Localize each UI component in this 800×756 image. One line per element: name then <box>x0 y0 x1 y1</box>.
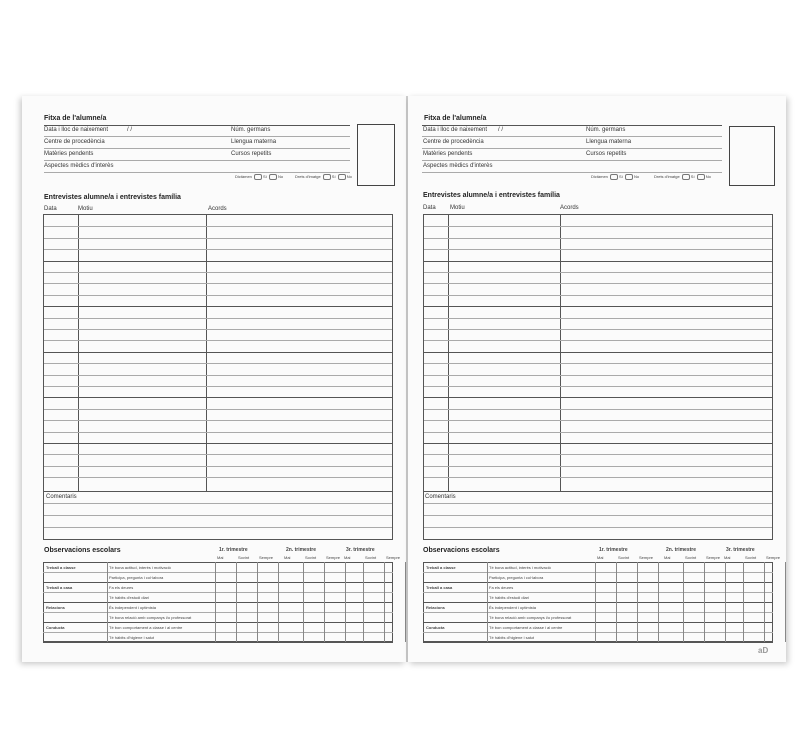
grid-row-line <box>44 272 392 273</box>
observations-table <box>423 547 781 651</box>
frequency-header: Mai <box>664 555 671 560</box>
no-label: No <box>633 174 640 180</box>
observation-column-line <box>683 562 684 642</box>
no-label: No <box>277 174 284 180</box>
field-line <box>422 172 722 173</box>
interviews-title: Entrevistes alumne/a i entrevistes família <box>423 192 560 199</box>
frequency-header: Sovint <box>305 555 317 560</box>
grid-row-line <box>44 397 392 398</box>
term-header: 1r. trimestre <box>219 547 248 553</box>
dictamen-option[interactable] <box>591 174 639 180</box>
observation-column-line <box>107 562 108 642</box>
checkbox[interactable] <box>697 174 705 180</box>
observation-item-label: Té bon comportament a classe i al centre <box>489 625 563 630</box>
observation-column-line <box>595 562 596 642</box>
divider <box>422 125 722 126</box>
observations-title: Observacions escolars <box>423 547 500 554</box>
grid-row-line <box>44 454 392 455</box>
term-header: 3r. trimestre <box>346 547 375 553</box>
comments-separator <box>44 491 392 492</box>
grid-column-line <box>448 215 449 491</box>
frequency-header: Sempre <box>706 555 721 560</box>
grid-row-line <box>424 432 772 433</box>
checkbox[interactable] <box>323 174 331 180</box>
field-line <box>44 136 350 137</box>
divider <box>44 125 350 126</box>
field-line <box>422 148 722 149</box>
grid-row-line <box>44 477 392 478</box>
observation-row-line <box>423 592 773 593</box>
observation-row-line <box>43 612 393 613</box>
frequency-header: Mai <box>597 555 604 560</box>
birth-date-slashes: / / <box>127 127 133 133</box>
observation-column-line <box>384 562 385 642</box>
observation-row-line <box>43 632 393 633</box>
grid-row-line <box>424 386 772 387</box>
observation-row-line <box>43 572 393 573</box>
grid-row-line <box>424 283 772 284</box>
grid-row-line <box>44 432 392 433</box>
grid-row-line <box>424 272 772 273</box>
grid-row-line <box>44 261 392 262</box>
observation-row-line <box>423 612 773 613</box>
grid-row-line <box>44 306 392 307</box>
term-header: 2n. trimestre <box>286 547 317 553</box>
observation-item-label: Té bona relació amb companys i/o professorat <box>489 615 572 620</box>
observation-column-line <box>324 562 325 642</box>
grid-row-line <box>424 340 772 341</box>
grid-row-line <box>424 454 772 455</box>
left-page <box>22 96 406 662</box>
grid-row-line <box>424 249 772 250</box>
field-line <box>422 160 722 161</box>
grid-row-line <box>44 443 392 444</box>
field-line <box>422 136 722 137</box>
medical-aspects-label: Aspectes mèdics d'interès <box>423 163 493 169</box>
observation-row-line <box>423 582 773 583</box>
grid-column-line <box>78 215 79 491</box>
birth-date-slashes: / / <box>498 127 504 133</box>
observation-column-line <box>215 562 216 642</box>
grid-row-line <box>44 295 392 296</box>
photo-box <box>729 126 775 186</box>
origin-school-label: Centre de procedència <box>44 139 105 145</box>
mother-tongue-label: Llengua materna <box>231 139 277 145</box>
grid-row-line <box>44 386 392 387</box>
dictamen-label: Dictàmen <box>235 174 252 180</box>
observation-column-line <box>743 562 744 642</box>
frequency-header: Sempre <box>386 555 401 560</box>
grid-row-line <box>44 249 392 250</box>
observation-row-line <box>423 622 773 623</box>
observation-group-label: Conducta <box>46 625 65 630</box>
observation-column-line <box>487 562 488 642</box>
grid-row-line <box>44 238 392 239</box>
comment-line <box>44 527 392 528</box>
dictamen-label: Dictàmen <box>591 174 608 180</box>
yes-label: Sí <box>619 174 623 180</box>
frequency-header: Sovint <box>685 555 697 560</box>
term-header: 1r. trimestre <box>599 547 628 553</box>
medical-aspects-label: Aspectes mèdics d'interès <box>44 163 114 169</box>
grid-row-line <box>424 363 772 364</box>
grid-row-line <box>424 226 772 227</box>
observation-group-label: Treball a classe <box>426 565 456 570</box>
observation-column-line <box>236 562 237 642</box>
observation-group-label: Relacions <box>46 605 65 610</box>
interview-grid[interactable] <box>43 214 393 540</box>
observation-row-line <box>423 642 773 643</box>
grid-row-line <box>44 409 392 410</box>
grid-row-line <box>424 295 772 296</box>
grid-row-line <box>44 283 392 284</box>
mother-tongue-label: Llengua materna <box>586 139 632 145</box>
observation-item-label: Té hàbits d'higiene i salut <box>489 635 535 640</box>
col-reason: Motiu <box>78 206 93 212</box>
observation-item-label: Té hàbits d'estudi diari <box>109 595 149 600</box>
siblings-field-label: Núm. germans <box>586 127 626 133</box>
profile-title: Fitxa de l'alumne/a <box>424 115 487 122</box>
observation-group-label: Treball a casa <box>426 585 453 590</box>
observation-group-label: Conducta <box>426 625 445 630</box>
frequency-header: Sempre <box>259 555 274 560</box>
comments-label: Comentaris <box>425 494 456 500</box>
observation-column-line <box>278 562 279 642</box>
birth-field-label: Data i lloc de naixement <box>44 127 109 133</box>
frequency-header: Sovint <box>618 555 630 560</box>
interview-grid[interactable] <box>423 214 773 540</box>
checkbox[interactable] <box>269 174 277 180</box>
image-rights-label: Drets d'imatge <box>654 174 680 180</box>
observation-column-line <box>616 562 617 642</box>
grid-row-line <box>44 352 392 353</box>
observation-row-line <box>43 592 393 593</box>
observation-item-label: Fa els deures <box>489 585 514 590</box>
frequency-header: Sovint <box>365 555 377 560</box>
grid-row-line <box>44 466 392 467</box>
frequency-header: Sempre <box>326 555 341 560</box>
grid-row-line <box>424 306 772 307</box>
checkbox[interactable] <box>338 174 346 180</box>
image-rights-label: Drets d'imatge <box>295 174 321 180</box>
frequency-header: Sovint <box>238 555 250 560</box>
observation-group-label: Treball a classe <box>46 565 76 570</box>
field-line <box>44 172 350 173</box>
yes-label: Sí <box>331 174 336 180</box>
col-date: Data <box>423 205 436 211</box>
observations-title: Observacions escolars <box>44 547 121 554</box>
observations-table <box>43 547 401 651</box>
col-agreements: Acords <box>560 205 579 211</box>
checkbox[interactable] <box>625 174 633 180</box>
grid-row-line <box>44 318 392 319</box>
observation-row-line <box>423 602 773 603</box>
grid-row-line <box>44 340 392 341</box>
comments-separator <box>424 491 772 492</box>
checkbox[interactable] <box>682 174 690 180</box>
repeated-courses-label: Cursos repetits <box>586 151 627 157</box>
observation-column-line <box>704 562 705 642</box>
grid-row-line <box>44 226 392 227</box>
observation-column-line <box>257 562 258 642</box>
grid-row-line <box>424 375 772 376</box>
brand-logo: aD <box>758 646 769 655</box>
observation-item-label: Té bona actitud, interès i motivació <box>489 565 551 570</box>
grid-row-line <box>424 443 772 444</box>
grid-row-line <box>424 477 772 478</box>
grid-row-line <box>424 261 772 262</box>
image-rights-option[interactable] <box>654 174 711 180</box>
yes-label: Sí <box>263 174 267 180</box>
comment-line <box>424 527 772 528</box>
observation-column-line <box>363 562 364 642</box>
no-label: No <box>705 174 711 180</box>
right-page <box>408 96 786 662</box>
grid-row-line <box>424 420 772 421</box>
observation-column-line <box>764 562 765 642</box>
observation-row-line <box>43 602 393 603</box>
observation-group-label: Treball a casa <box>46 585 73 590</box>
dictamen-option[interactable] <box>235 174 283 180</box>
frequency-header: Mai <box>724 555 731 560</box>
birth-field-label: Data i lloc de naixement <box>423 127 488 133</box>
grid-column-line <box>560 215 561 491</box>
observation-column-line <box>658 562 659 642</box>
origin-school-label: Centre de procedència <box>423 139 484 145</box>
term-header: 3r. trimestre <box>726 547 755 553</box>
comments-label: Comentaris <box>46 494 77 500</box>
grid-row-line <box>424 329 772 330</box>
observation-item-label: Fa els deures <box>109 585 134 590</box>
grid-row-line <box>44 420 392 421</box>
pending-subjects-label: Matèries pendents <box>423 151 473 157</box>
grid-row-line <box>424 466 772 467</box>
observation-item-label: Té bona relació amb companys i/o professorat <box>109 615 192 620</box>
comment-line <box>44 503 392 504</box>
observation-column-line <box>345 562 346 642</box>
observation-row-line <box>423 632 773 633</box>
yes-label: Sí <box>690 174 695 180</box>
observation-row-line <box>423 572 773 573</box>
observation-item-label: Té bona actitud, interès i motivació <box>109 565 171 570</box>
observation-column-line <box>785 562 786 642</box>
interviews-title: Entrevistes alumne/a i entrevistes família <box>44 194 181 201</box>
frequency-header: Mai <box>284 555 291 560</box>
comment-line <box>424 503 772 504</box>
observation-item-label: Té hàbits d'higiene i salut <box>109 635 155 640</box>
observation-item-label: Participa, pregunta i col·labora <box>489 575 544 580</box>
observation-row-line <box>43 642 393 643</box>
grid-row-line <box>44 329 392 330</box>
no-label: No <box>346 174 352 180</box>
frequency-header: Sovint <box>745 555 757 560</box>
comment-line <box>424 515 772 516</box>
col-date: Data <box>44 206 57 212</box>
siblings-field-label: Núm. germans <box>231 127 271 133</box>
col-agreements: Acords <box>208 206 227 212</box>
grid-row-line <box>44 375 392 376</box>
observation-row-line <box>43 582 393 583</box>
image-rights-option[interactable] <box>295 174 352 180</box>
comment-line <box>44 515 392 516</box>
checkbox[interactable] <box>610 174 618 180</box>
grid-column-line <box>206 215 207 491</box>
frequency-header: Sempre <box>766 555 781 560</box>
grid-row-line <box>424 238 772 239</box>
observation-column-line <box>405 562 406 642</box>
photo-box <box>357 124 395 186</box>
frequency-header: Sempre <box>639 555 654 560</box>
checkbox[interactable] <box>254 174 262 180</box>
observation-column-line <box>303 562 304 642</box>
grid-row-line <box>424 318 772 319</box>
observation-item-label: És independent i optimista <box>489 605 536 610</box>
field-line <box>44 148 350 149</box>
observation-column-line <box>637 562 638 642</box>
observation-item-label: Té bon comportament a classe i al centre <box>109 625 183 630</box>
field-line <box>44 160 350 161</box>
grid-row-line <box>424 397 772 398</box>
col-reason: Motiu <box>450 205 465 211</box>
observation-item-label: Té hàbits d'estudi diari <box>489 595 529 600</box>
observation-item-label: Participa, pregunta i col·labora <box>109 575 164 580</box>
observation-column-line <box>725 562 726 642</box>
pending-subjects-label: Matèries pendents <box>44 151 94 157</box>
profile-title: Fitxa de l'alumne/a <box>44 115 107 122</box>
term-header: 2n. trimestre <box>666 547 697 553</box>
grid-row-line <box>424 409 772 410</box>
grid-row-line <box>424 352 772 353</box>
observation-item-label: És independent i optimista <box>109 605 156 610</box>
observation-row-line <box>43 622 393 623</box>
grid-row-line <box>44 363 392 364</box>
observation-group-label: Relacions <box>426 605 445 610</box>
frequency-header: Mai <box>217 555 224 560</box>
repeated-courses-label: Cursos repetits <box>231 151 272 157</box>
frequency-header: Mai <box>344 555 351 560</box>
